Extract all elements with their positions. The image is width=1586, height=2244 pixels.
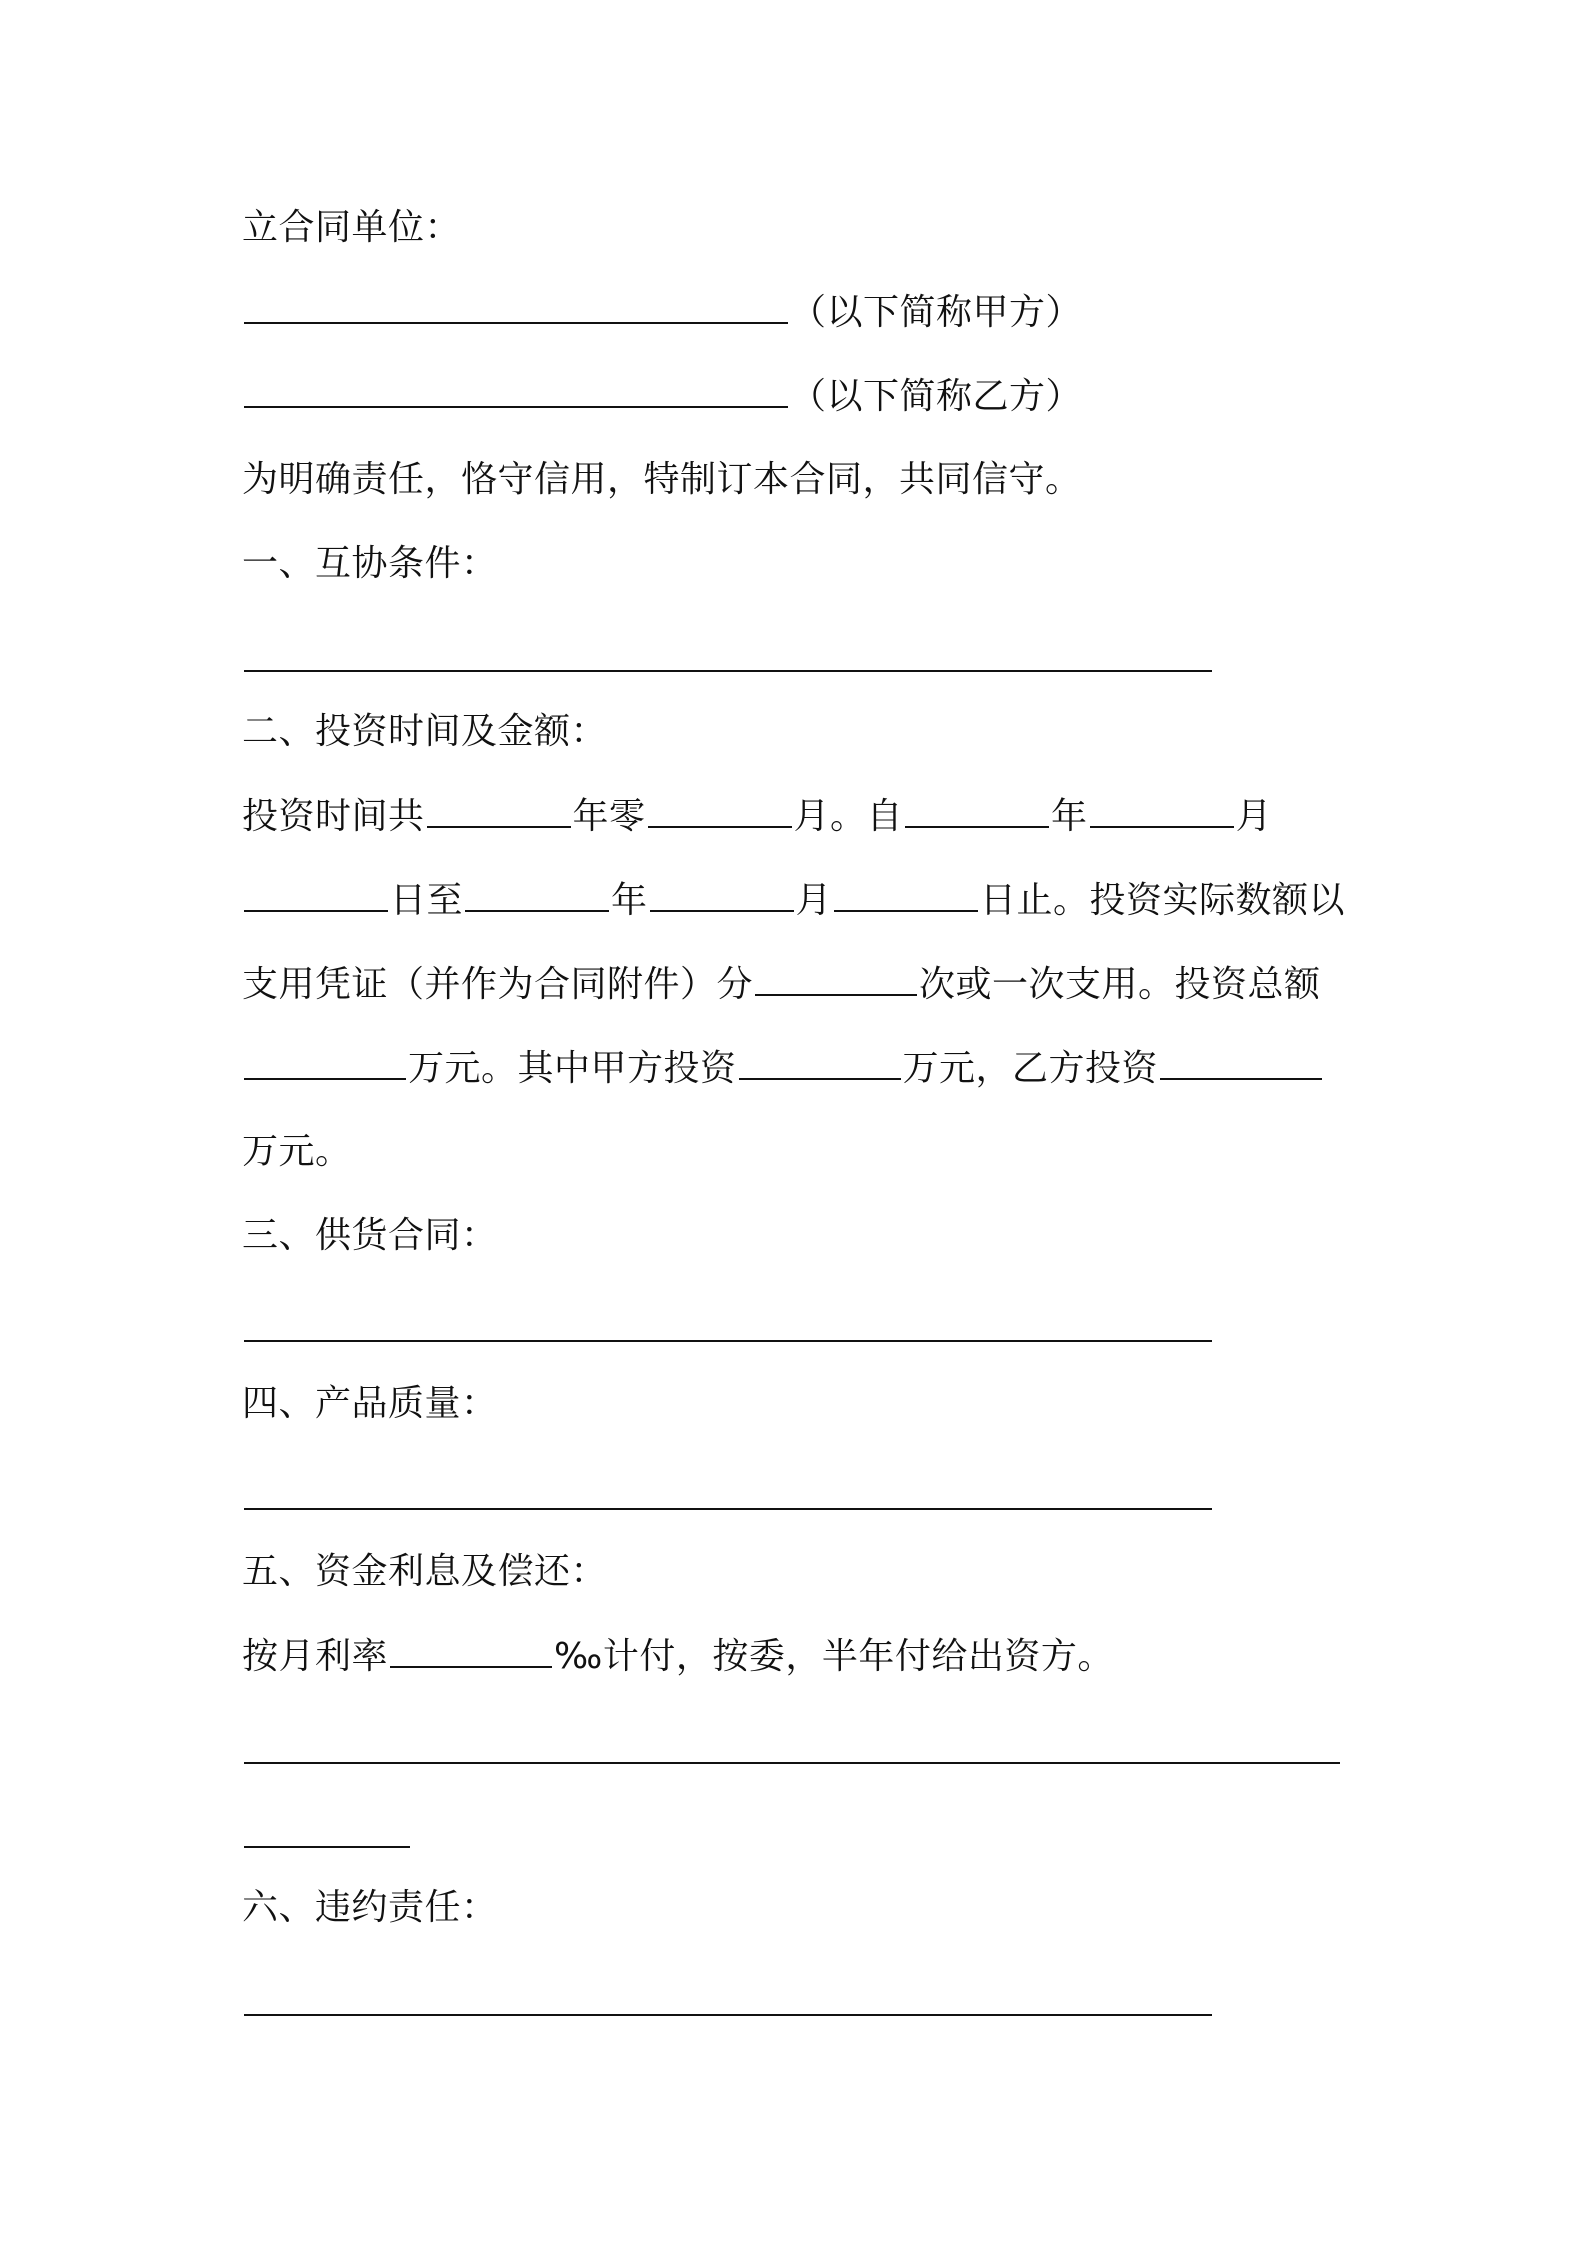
section1-blank-line[interactable] — [244, 670, 1212, 672]
section5-blank-line[interactable] — [244, 1762, 1340, 1764]
section2-line1: 投资时间共 年零 月。自 年 月 — [242, 788, 1272, 844]
total-investment-blank[interactable] — [244, 1040, 406, 1080]
section4-heading: 四、产品质量： — [242, 1383, 498, 1424]
end-year-blank[interactable] — [465, 872, 609, 912]
party-b-line: （以下简称乙方） — [242, 368, 1082, 424]
section4-blank-line[interactable] — [244, 1508, 1212, 1510]
party-a-investment-blank[interactable] — [739, 1040, 901, 1080]
section2-heading: 二、投资时间及金额： — [242, 711, 608, 752]
section5-rate-line: 按月利率 ‰计付，按委，半年付给出资方。 — [242, 1628, 1114, 1684]
section2-line4: 万元。其中甲方投资 万元，乙方投资 — [242, 1040, 1324, 1096]
purpose-text: 为明确责任，恪守信用，特制订本合同，共同信守。 — [242, 459, 1082, 500]
party-heading: 立合同单位： — [242, 207, 462, 248]
interest-rate-blank[interactable] — [390, 1628, 552, 1668]
section2-line2: 日至 年 月 日止。投资实际数额以 — [242, 872, 1345, 928]
section2-line3: 支用凭证（并作为合同附件）分 次或一次支用。投资总额 — [242, 956, 1321, 1012]
section5-blank-line-cont[interactable] — [244, 1846, 410, 1848]
invest-months-blank[interactable] — [648, 788, 792, 828]
start-day-blank[interactable] — [244, 872, 388, 912]
section3-blank-line[interactable] — [244, 1340, 1212, 1342]
section2-line5: 万元。 — [242, 1131, 352, 1172]
section6-heading: 六、违约责任： — [242, 1887, 498, 1928]
party-b-investment-blank[interactable] — [1160, 1040, 1322, 1080]
installments-blank[interactable] — [755, 956, 917, 996]
section3-heading: 三、供货合同： — [242, 1215, 498, 1256]
section1-heading: 一、互协条件： — [242, 543, 498, 584]
invest-years-blank[interactable] — [427, 788, 571, 828]
party-b-blank[interactable] — [244, 368, 788, 408]
section6-blank-line[interactable] — [244, 2014, 1212, 2016]
party-a-blank[interactable] — [244, 284, 788, 324]
section5-heading: 五、资金利息及偿还： — [242, 1551, 608, 1592]
party-a-line: （以下简称甲方） — [242, 284, 1082, 340]
end-day-blank[interactable] — [834, 872, 978, 912]
start-year-blank[interactable] — [905, 788, 1049, 828]
end-month-blank[interactable] — [650, 872, 794, 912]
start-month-blank[interactable] — [1090, 788, 1234, 828]
